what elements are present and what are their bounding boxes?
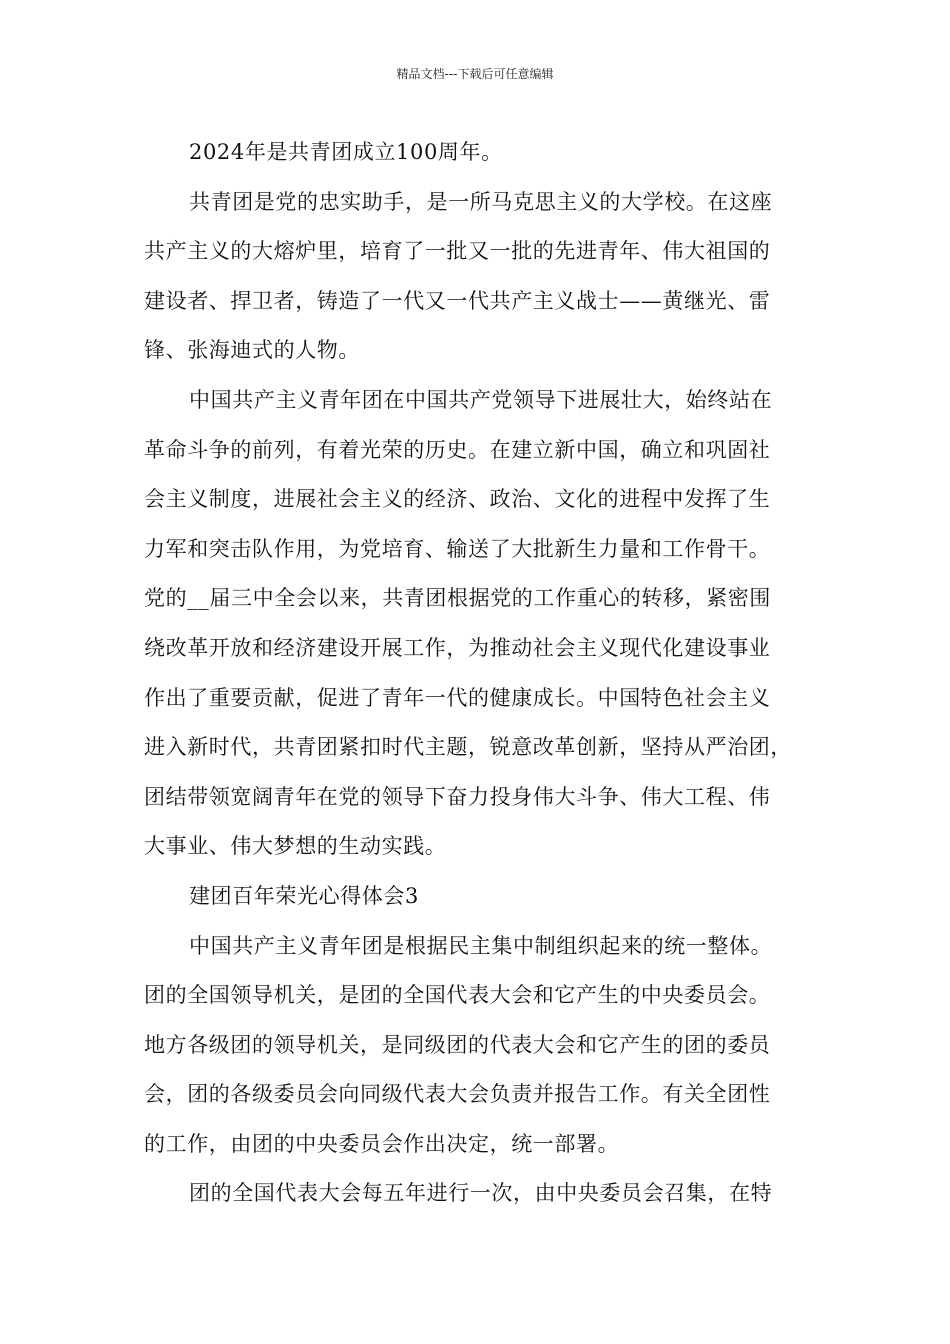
paragraph-3-line-5: 党的__届三中全会以来，共青团根据党的工作重心的转移，紧密围 (144, 586, 771, 611)
paragraph-3-line-9: 团结带领宽阔青年在党的领导下奋力投身伟大斗争、伟大工程、伟 (144, 784, 771, 809)
page-header: 精品文档---下载后可任意编辑 (396, 67, 554, 81)
paragraph-3-line-2: 革命斗争的前列，有着光荣的历史。在建立新中国，确立和巩固社 (144, 437, 771, 462)
paragraph-4-line-3: 地方各级团的领导机关，是同级团的代表大会和它产生的团的委员 (144, 1032, 771, 1057)
paragraph-2-line-2: 共产主义的大熔炉里，培育了一批又一批的先进青年、伟大祖国的 (144, 239, 771, 264)
paragraph-3-line-6: 绕改革开放和经济建设开展工作，为推动社会主义现代化建设事业 (144, 635, 771, 660)
paragraph-4-line-5: 的工作，由团的中央委员会作出决定，统一部署。 (144, 1131, 620, 1156)
paragraph-4-line-4: 会，团的各级委员会向同级代表大会负责并报告工作。有关全团性 (144, 1082, 771, 1107)
section-heading: 建团百年荣光心得体会3 (189, 883, 419, 908)
paragraph-3-line-1: 中国共产主义青年团在中国共产党领导下进展壮大，始终站在 (189, 387, 773, 412)
paragraph-5-line-1: 团的全国代表大会每五年进行一次，由中央委员会召集，在特 (189, 1181, 773, 1206)
paragraph-4-line-2: 团的全国领导机关，是团的全国代表大会和它产生的中央委员会。 (144, 983, 771, 1008)
paragraph-3-line-7: 作出了重要贡献，促进了青年一代的健康成长。中国特色社会主义 (144, 685, 771, 710)
paragraph-3-line-4: 力军和突击队作用，为党培育、输送了大批新生力量和工作骨干。 (144, 536, 771, 561)
paragraph-3-line-3: 会主义制度，进展社会主义的经济、政治、文化的进程中发挥了生 (144, 487, 771, 512)
paragraph-1-line-1: 2024年是共青团成立100周年。 (189, 140, 503, 164)
paragraph-3-line-10: 大事业、伟大梦想的生动实践。 (144, 834, 447, 859)
paragraph-2-line-4: 锋、张海迪式的人物。 (144, 338, 360, 363)
document-body (144, 128, 824, 1219)
paragraph-3-line-8: 进入新时代，共青团紧扣时代主题，锐意改革创新，坚持从严治团， (144, 735, 792, 760)
paragraph-4-line-1: 中国共产主义青年团是根据民主集中制组织起来的统一整体。 (189, 933, 773, 958)
paragraph-2-line-1: 共青团是党的忠实助手，是一所马克思主义的大学校。在这座 (189, 189, 773, 214)
paragraph-2-line-3: 建设者、捍卫者，铸造了一代又一代共产主义战士——黄继光、雷 (144, 288, 771, 313)
